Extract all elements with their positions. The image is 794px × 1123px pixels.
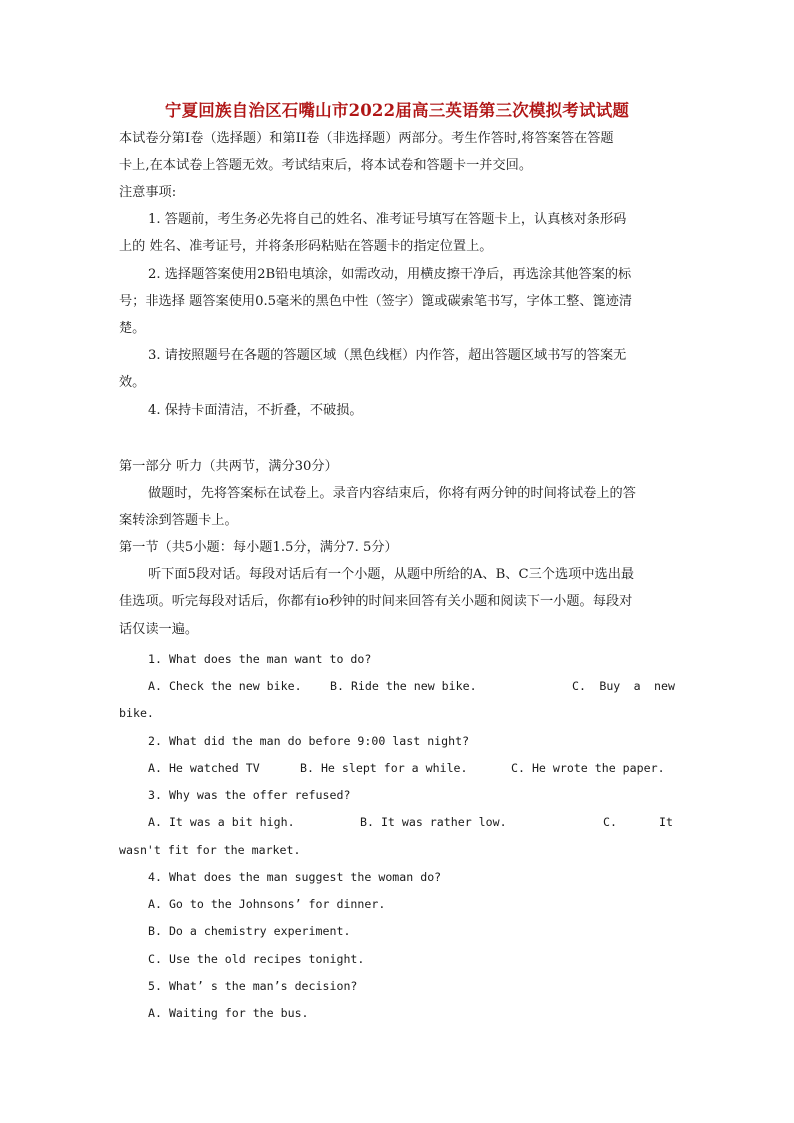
q1-option-b: B. Ride the new bike. xyxy=(330,679,477,693)
q2-option-a: A. He watched TV xyxy=(148,761,260,775)
q1-option-c-word: C. xyxy=(572,679,586,693)
section1-desc-line-1: 听下面5段对话。每段对话后有一个小题，从题中所给的A、B、C三个选项中选出最 xyxy=(148,567,635,582)
q1-option-c-word: new xyxy=(654,679,675,693)
part1-heading: 第一部分 听力（共两节，满分30分） xyxy=(119,459,338,474)
q3-option-b: B. It was rather low. xyxy=(360,815,507,829)
q4-option-b: B. Do a chemistry experiment. xyxy=(148,924,351,938)
q3-option-c-wrap: wasn't fit for the market. xyxy=(119,843,301,857)
q1-option-c xyxy=(572,677,675,695)
notes-heading: 注意事项: xyxy=(119,185,177,200)
question-2: 2. What did the man do before 9:00 last night? xyxy=(148,734,470,748)
q3-option-a: A. It was a bit high. xyxy=(148,815,295,829)
note-3-line-2: 效。 xyxy=(119,375,146,390)
q1-option-a: A. Check the new bike. xyxy=(148,679,302,693)
section1-heading: 第一节（共5小题：每小题1.5分，满分7. 5分） xyxy=(119,540,398,555)
q4-option-a: A. Go to the Johnsons’ for dinner. xyxy=(148,897,386,911)
q4-option-c: C. Use the old recipes tonight. xyxy=(148,952,365,966)
section1-desc-line-2: 佳选项。听完每段对话后，你都有io秒钟的时间来回答有关小题和阅读下一小题。每段对 xyxy=(119,594,633,609)
q2-option-c: C. He wrote the paper. xyxy=(511,761,665,775)
note-2-line-1: 2. 选择题答案使用2B铅电填涂，如需改动，用横皮擦干净后，再选涂其他答案的标 xyxy=(148,267,632,282)
question-4: 4. What does the man suggest the woman do? xyxy=(148,870,442,884)
intro-line-1: 本试卷分第Ⅰ卷（选择题）和第II卷（非选择题）两部分。考生作答时,将答案答在答题 xyxy=(119,131,614,146)
note-2-line-3: 楚。 xyxy=(119,321,146,336)
q1-option-c-word: Buy xyxy=(599,679,621,693)
section1-desc-line-3: 话仅读一遍。 xyxy=(119,622,199,637)
intro-line-2: 卡上,在本试卷上答题无效。考试结束后，将本试卷和答题卡一并交回。 xyxy=(119,158,533,173)
question-1: 1. What does the man want to do? xyxy=(148,652,372,666)
q1-option-c-word: a xyxy=(633,679,641,693)
note-3-line-1: 3. 请按照题号在各题的答题区域（黑色线框）内作答，超出答题区域书写的答案无 xyxy=(148,348,627,363)
q1-option-c-wrap: bike. xyxy=(119,706,154,720)
note-2-line-2: 号；非选择 题答案使用0.5毫米的黑色中性（签字）篦或碳索笔书写，字体工整、篦迹清 xyxy=(119,294,633,309)
question-5: 5. What’ s the man’s decision? xyxy=(148,979,358,993)
q3-option-c: C. xyxy=(603,815,617,829)
q2-option-b: B. He slept for a while. xyxy=(300,761,468,775)
part1-desc-line-1: 做题时，先将答案标在试卷上。录音内容结束后，你将有两分钟的时间将试卷上的答 xyxy=(148,486,636,501)
q5-option-a: A. Waiting for the bus. xyxy=(148,1006,309,1020)
exam-title: 宁夏回族自治区石嘴山市2022届高三英语第三次模拟考试试题 xyxy=(164,101,630,120)
question-3: 3. Why was the offer refused? xyxy=(148,788,351,802)
note-1-line-2: 上的 姓名、准考证号，并将条形码粘贴在答题卡的指定位置上。 xyxy=(119,239,493,254)
note-1-line-1: 1. 答题前，考生务必先将自己的姓名、准考证号填写在答题卡上，认真核对条形码 xyxy=(148,212,627,227)
part1-desc-line-2: 案转涂到答题卡上。 xyxy=(119,513,238,528)
q3-option-c-word: It xyxy=(659,815,673,829)
note-4: 4. 保持卡面清洁，不折叠，不破损。 xyxy=(148,403,363,418)
